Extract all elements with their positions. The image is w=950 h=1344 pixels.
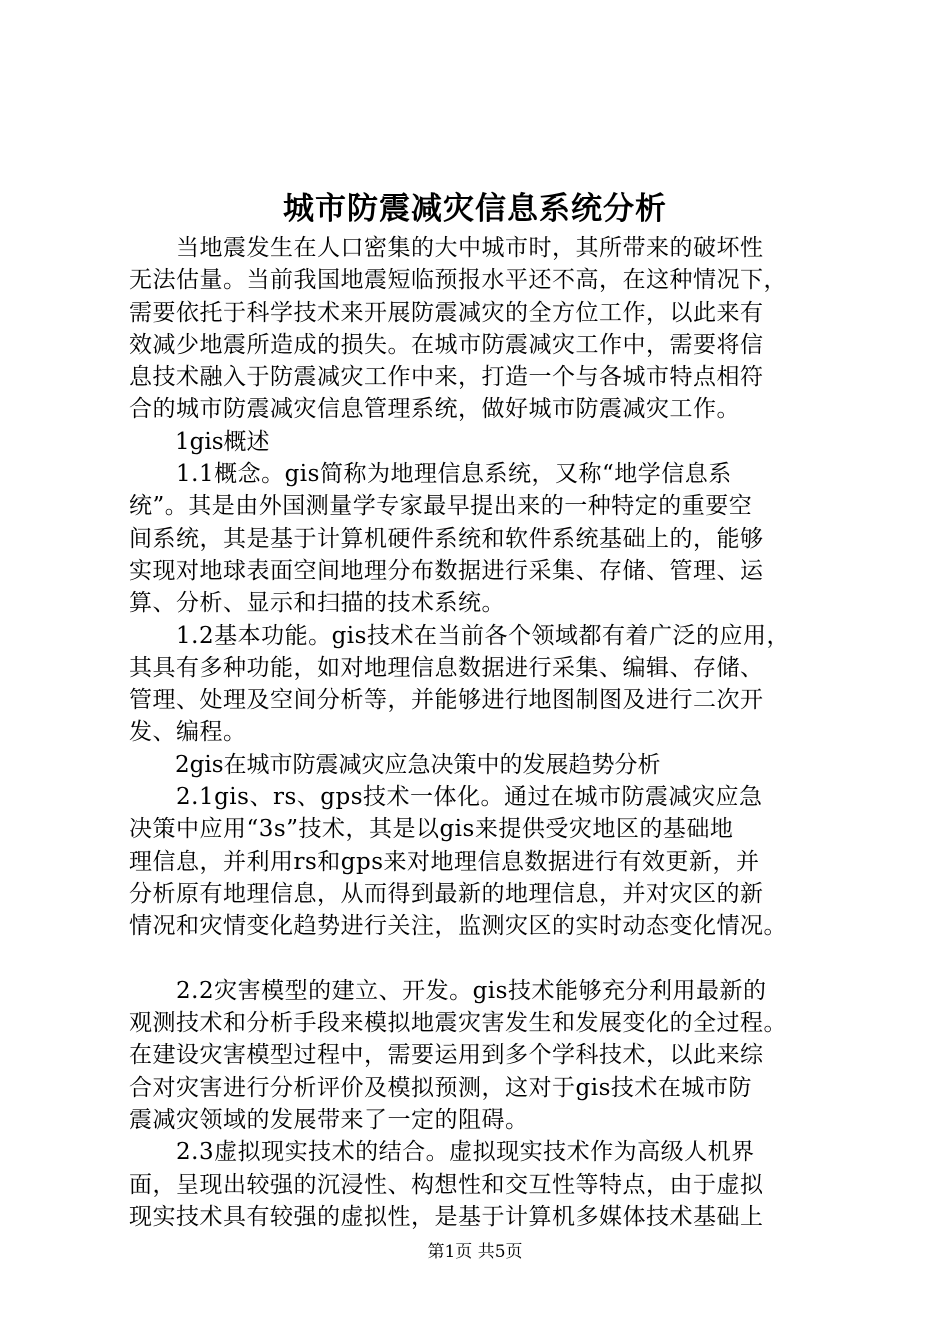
text-line: 需要依托于科学技术来开展防震减灾的全方位工作，以此来有: [129, 299, 764, 326]
text-line: 效减少地震所造成的损失。在城市防震减灾工作中，需要将信: [129, 331, 764, 358]
text-line: 实现对地球表面空间地理分布数据进行采集、存储、管理、运: [129, 557, 764, 584]
text-line: 面，呈现出较强的沉浸性、构想性和交互性等特点，由于虚拟: [129, 1171, 764, 1198]
text-line: 间系统，其是基于计算机硬件系统和软件系统基础上的，能够: [129, 525, 764, 552]
text-line: 当地震发生在人口密集的大中城市时，其所带来的破坏性: [129, 235, 764, 261]
blank-line: [129, 943, 841, 975]
text-line: 发、编程。: [129, 719, 247, 746]
text-line: 统”。其是由外国测量学专家最早提出来的一种特定的重要空: [129, 493, 753, 520]
text-line: 在建设灾害模型过程中，需要运用到多个学科技术，以此来综: [129, 1042, 764, 1069]
text-line: 决策中应用“3s”技术，其是以gis来提供受灾地区的基础地: [129, 816, 734, 843]
text-line: 息技术融入于防震减灾工作中来，打造一个与各城市特点相符: [129, 364, 764, 391]
section-heading: 1gis概述: [129, 428, 270, 455]
text-line: 合的城市防震减灾信息管理系统，做好城市防震减灾工作。: [129, 396, 740, 423]
text-line: 现实技术具有较强的虚拟性，是基于计算机多媒体技术基础上: [129, 1203, 764, 1230]
section-heading: 2gis在城市防震减灾应急决策中的发展趋势分析: [129, 751, 661, 778]
text-line: 理信息，并利用rs和gps来对地理信息数据进行有效更新，并: [129, 848, 760, 875]
document-title: 城市防震减灾信息系统分析: [283, 191, 667, 227]
text-line: 1.2基本功能。gis技术在当前各个领域都有着广泛的应用，: [129, 622, 790, 649]
text-line: 情况和灾情变化趋势进行关注，监测灾区的实时动态变化情况。: [129, 913, 787, 940]
page-number: 第1页 共5页: [427, 1242, 523, 1262]
text-line: 2.3虚拟现实技术的结合。虚拟现实技术作为高级人机界: [129, 1139, 755, 1166]
text-line: 1.1概念。gis简称为地理信息系统，又称“地学信息系: [129, 461, 732, 488]
text-line: 2.2灾害模型的建立、开发。gis技术能够充分利用最新的: [129, 977, 767, 1004]
text-line: 管理、处理及空间分析等，并能够进行地图制图及进行二次开: [129, 687, 764, 714]
text-line: 2.1gis、rs、gps技术一体化。通过在城市防震减灾应急: [129, 784, 763, 811]
text-line: 震减灾领域的发展带来了一定的阻碍。: [129, 1107, 529, 1134]
text-line: 其具有多种功能，如对地理信息数据进行采集、编辑、存储、: [129, 654, 764, 681]
text-line: 无法估量。当前我国地震短临预报水平还不高，在这种情况下，: [129, 267, 787, 294]
text-line: 算、分析、显示和扫描的技术系统。: [129, 590, 505, 617]
text-line: 分析原有地理信息，从而得到最新的地理信息，并对灾区的新: [129, 880, 764, 907]
text-line: 合对灾害进行分析评价及模拟预测，这对于gis技术在城市防: [129, 1074, 752, 1101]
document-body: [129, 232, 841, 1233]
text-line: 观测技术和分析手段来模拟地震灾害发生和发展变化的全过程。: [129, 1010, 787, 1037]
